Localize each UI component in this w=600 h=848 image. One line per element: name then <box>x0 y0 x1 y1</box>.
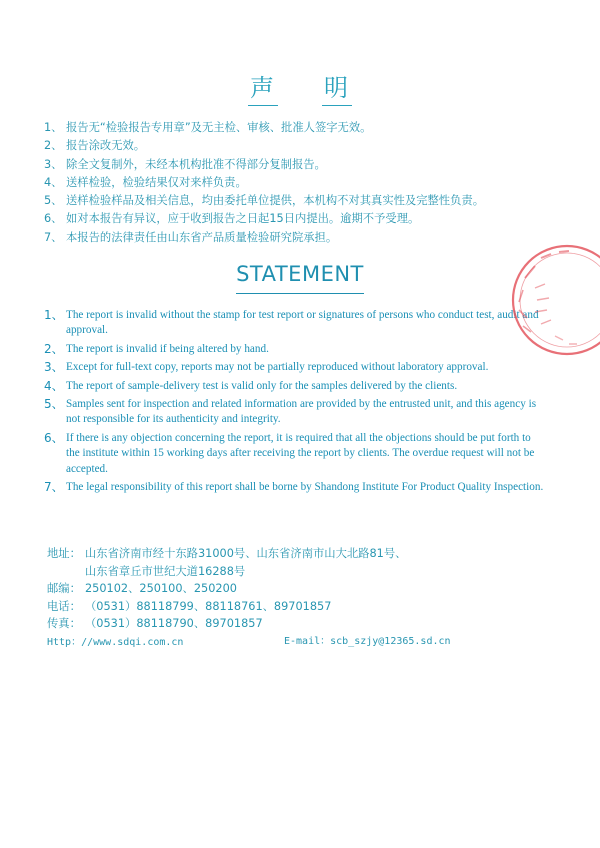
postcode-value: 250102、250100、250200 <box>85 582 237 596</box>
website-link[interactable]: //www.sdqi.com.cn <box>81 636 184 648</box>
list-item: 3、 Except for full-text copy, reports may not be partially reproduced without laboratory approval. <box>44 360 489 375</box>
list-item: 1、 报告无“检验报告专用章”及无主检、审核、批准人签字无效。 <box>44 121 372 134</box>
cn-statement-list <box>44 119 564 247</box>
list-item: 4、 The report of sample-delivery test is valid only for the samples delivered by the clients. <box>44 378 458 393</box>
phone-label: 电话： <box>47 599 81 613</box>
address-label: 地址： <box>47 547 81 560</box>
list-item: 7、 The legal responsibility of this report shall be borne by Shandong Institute For Product Quality Inspection. <box>44 480 544 495</box>
cn-title-char-1: 声 <box>248 68 278 106</box>
list-item: 2、 The report is invalid if being altered by hand. <box>44 341 269 356</box>
cn-title-char-2: 明 <box>322 68 352 106</box>
email-label: E-mail： <box>284 635 331 647</box>
address-line-1: 山东省济南市经十东路31000号、山东省济南市山大北路81号、 <box>85 547 407 560</box>
phone-row <box>47 598 567 616</box>
address-row <box>47 545 567 563</box>
fax-value: （0531）88118790、89701857 <box>85 617 263 631</box>
list-item: 5、 Samples sent for inspection and related information are provided by the entrusted unit, and this agency is not responsible for its authenticity and integrity. <box>44 397 537 426</box>
http-label: Http： <box>47 636 82 648</box>
address-row-2 <box>47 563 567 581</box>
fax-row <box>47 615 567 633</box>
postcode-row <box>47 580 567 598</box>
contact-block <box>47 545 567 651</box>
official-seal-stamp <box>505 240 600 360</box>
list-item: 5、 送样检验样品及相关信息，均由委托单位提供，本机构不对其真实性及完整性负责。 <box>44 194 484 208</box>
phone-value: （0531）88118799、88118761、89701857 <box>85 599 332 613</box>
list-item: 4、 送样检验，检验结果仅对来样负责。 <box>44 175 247 189</box>
web-row <box>47 633 567 651</box>
list-item: 6、 如对本报告有异议，应于收到报告之日起15日内提出。逾期不予受理。 <box>44 212 420 226</box>
list-item: 3、 除全文复制外，未经本机构批准不得部分复制报告。 <box>44 157 326 171</box>
seal-graphic <box>505 240 600 360</box>
address-line-2: 山东省章丘市世纪大道16288号 <box>85 564 246 578</box>
list-item: 2、 报告涂改无效。 <box>44 139 146 153</box>
en-statement-list <box>44 308 544 498</box>
email-link[interactable]: scb_szjy@12365.sd.cn <box>330 635 451 647</box>
postcode-label: 邮编： <box>47 582 81 596</box>
cn-title <box>0 70 600 104</box>
list-item: 6、 If there is any objection concerning the report, it is required that all the objections should be put forth to the institute within 15 working days after receiving the report by clients. The overdue request will not be accepted. <box>44 430 535 475</box>
email-block <box>284 633 451 651</box>
fax-label: 传真： <box>47 617 81 631</box>
list-item: 1、 The report is invalid without the stamp for test report or signatures of persons who conduct test, audit and approval. <box>44 308 539 337</box>
list-item: 7、 本报告的法律责任由山东省产品质量检验研究院承担。 <box>44 230 338 244</box>
en-title-text: STATEMENT <box>236 262 364 294</box>
